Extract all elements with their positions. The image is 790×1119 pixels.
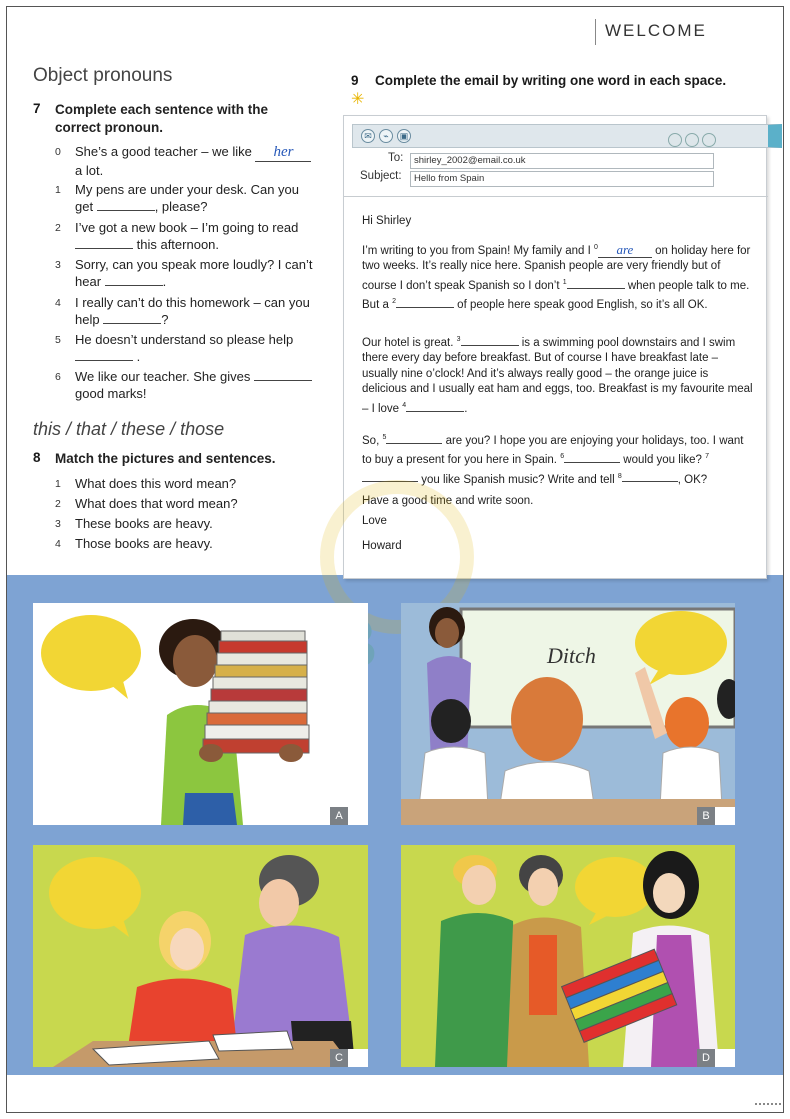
email-love: Love [362,515,387,527]
answer-blank[interactable] [254,368,312,381]
unit-title: WELCOME [605,21,707,40]
answer-blank[interactable] [75,236,133,249]
email-blank-5[interactable] [386,431,442,444]
exercise-7-item-6: 6 We like our teacher. She gives good marks! [55,368,315,402]
exercise-7-item-4: 4 I really can’t do this homework – can you help ? [55,295,310,327]
email-blank-2[interactable] [396,295,454,308]
answer-blank[interactable] [105,273,163,286]
email-blank-7[interactable] [362,469,418,482]
email-blank-6[interactable] [564,450,620,463]
section-title-demonstratives: this / that / these / those [33,419,225,439]
header-divider [344,196,768,197]
exercise-8-item-3: 3 These books are heavy. [55,516,213,531]
speech-bubble [575,857,655,917]
workbook-page [6,6,784,1113]
answer-blank[interactable] [103,311,161,324]
picture-label-d: D [697,1049,735,1067]
open-book-2 [213,1031,293,1051]
email-blank-1[interactable] [567,276,625,289]
exercise-7-instruction: Complete each sentence with the correct pronoun. [55,102,269,135]
answer-blank[interactable] [97,198,155,211]
exercise-8-number: 8 [33,450,41,465]
exercise-7-item-2: 2 I’ve got a new book – I’m going to read this afternoon. [55,220,299,252]
to-label: To: [388,152,404,164]
stack-of-books [203,631,309,753]
exercise-8-item-2: 2 What does that word mean? [55,496,238,511]
exercise-9-number: 9 [351,73,359,88]
picture-label-c: C [330,1049,368,1067]
attach-icon[interactable]: ⌁ [379,129,393,143]
email-blank-4[interactable] [406,399,464,412]
speech-bubble [635,611,727,675]
email-paragraph-1: I’m writing to you from Spain! My family and I $^0$ are on holiday here for two weeks. It’s really nice here. Spanish people are very friendly but of course I don’t speak Spanish so I don’t $^1$ when people talk to me. But a $^2$ of people here speak good English, so it’s all OK. [362,241,751,311]
picture-d [401,845,735,1067]
board-word: Ditch [547,643,596,668]
speech-bubble [41,615,141,691]
exercise-7-item-0: 0 She’s a good teacher – we like her a lot. [55,143,315,179]
email-closing: Have a good time and write soon. [362,495,534,507]
exercise-8-item-4: 4 Those books are heavy. [55,536,213,551]
picture-c [33,845,368,1067]
header-rule [595,19,596,45]
exercise-8-item-1: 1 What does this word mean? [55,476,237,491]
subject-label: Subject: [360,170,402,182]
picture-label-b: B [697,807,735,825]
mail-icon[interactable]: ✉ [361,129,375,143]
star-icon: ✳ [351,91,365,108]
picture-b [401,603,735,825]
footer-dots [755,1103,784,1105]
section-title-object-pronouns: Object pronouns [33,65,173,86]
email-greeting: Hi Shirley [362,215,412,227]
email-toolbar [352,124,782,148]
boy-shirt-green [435,913,519,1067]
email-blank-8[interactable] [622,469,678,482]
email-signature: Howard [362,540,402,552]
close-icon[interactable] [702,133,716,147]
print-icon[interactable]: ▣ [397,129,411,143]
exercise-7-item-3: 3 Sorry, can you speak more loudly? I can’t hear . [55,257,313,289]
exercise-7-item-5: 5 He doesn’t understand so please help . [55,332,294,364]
speech-bubble [49,857,141,929]
to-field[interactable]: shirley_2002@email.co.uk [410,153,714,169]
email-paragraph-2: Our hotel is great. $^3$ is a swimming pool downstairs and I swim there every day before breakfast. But of course I have breakfast late – usually nine o’clock! And it’s always really good – the orange juice is delicious and I usually eat ham and eggs, too. Breakfast is my favourite meal – I love $^4$ . [362,332,754,417]
exercise-9-instruction: Complete the email by writing one word in each space. [375,73,727,88]
exercise-7-number: 7 [33,101,41,116]
answer-blank[interactable] [75,348,133,361]
picture-a [33,603,368,825]
student-hair [511,677,583,761]
exercise-7-item-1: 1 My pens are under your desk. Can you get , please? [55,182,300,214]
email-blank-3[interactable] [461,333,519,346]
email-paragraph-3: So, $^5$ are you? I hope you are enjoying your holidays, too. I want to buy a present for you here in Spain. $^6$ would you like? $^7$ you like Spanish music? Write and tell $^8$ , OK? [362,430,754,488]
picture-label-a: A [330,807,368,825]
email-answer-example: are [598,242,652,259]
maximize-icon[interactable] [685,133,699,147]
minimize-icon[interactable] [668,133,682,147]
email-window [343,115,767,579]
subject-field[interactable]: Hello from Spain [410,171,714,187]
answer-example: her [255,144,311,162]
exercise-8-instruction: Match the pictures and sentences. [55,451,276,466]
